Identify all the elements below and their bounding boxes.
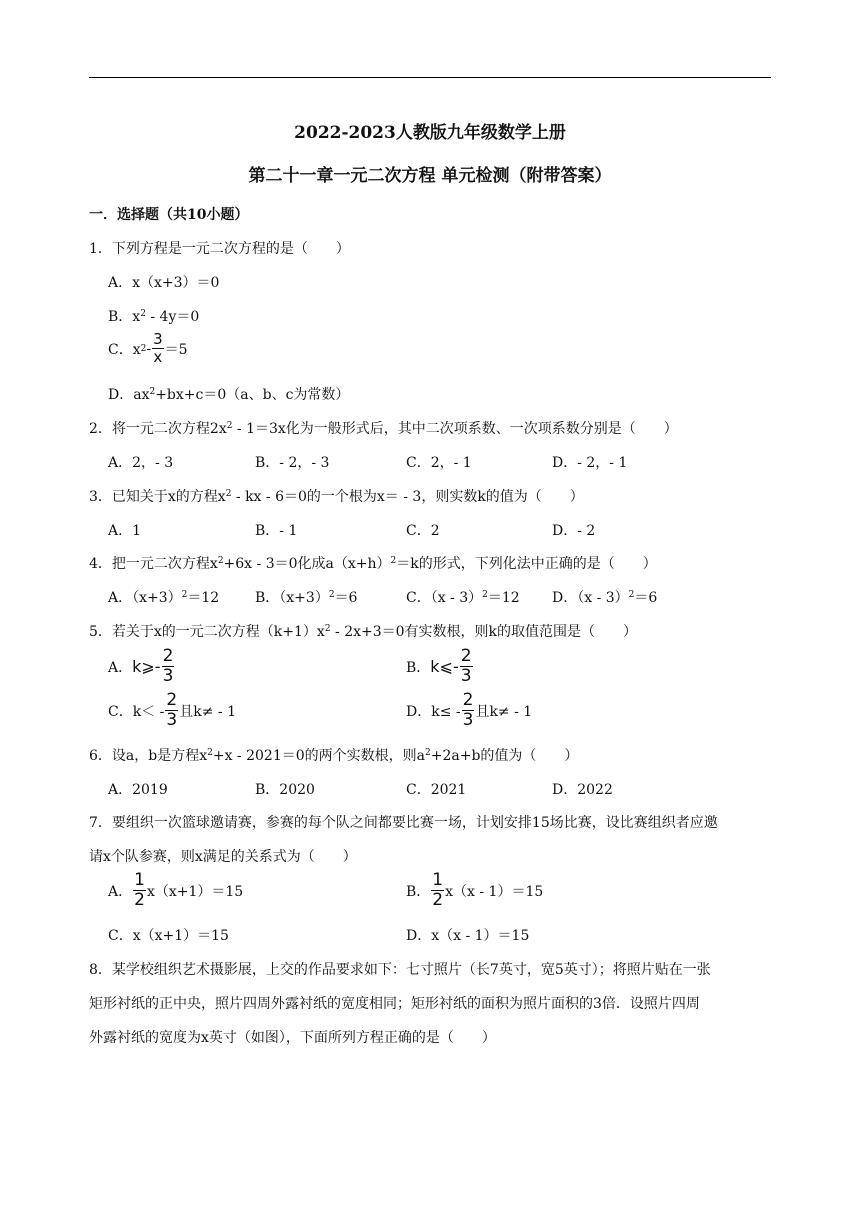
q6-option-c: C．2021 (406, 782, 467, 798)
q7-stem-line-2: 请x个队参赛，则x满足的关系式为（ ） (89, 849, 357, 865)
q7-option-d: D．x（x - 1）＝15 (406, 928, 530, 944)
q4-stem: 4．把一元二次方程$x^2+6x - 3=0$化成$a(x+h)^2=k$的形式，下列化法中正确的是（ ） (89, 556, 657, 572)
q7-option-b: B． $\frac{1}{2}$ x（x - 1）＝15 (406, 870, 544, 910)
title-line-1: 2022-2023人教版九年级数学上册 (294, 123, 566, 143)
fraction: $\frac{2}{3}$ (462, 690, 474, 730)
q1-option-a: A．x（x+3）＝0 (108, 275, 220, 291)
q2-option-a: A．2，- 3 (108, 455, 174, 471)
fraction: $\frac{1}{2}$ (134, 870, 145, 910)
q2-option-b: B．- 2，- 3 (255, 455, 330, 471)
section-heading: 一．选择题（共10小题） (89, 207, 249, 223)
fraction: $\frac{2}{3}$ (166, 690, 178, 730)
q4-option-b: B．$(x+3)^2=6$ (255, 590, 358, 606)
q2-option-c: C．2，- 1 (406, 455, 472, 471)
q5-option-b: B． k⩽- $\frac{2}{3}$ (406, 646, 472, 686)
q3-option-b: B．- 1 (255, 523, 298, 539)
q5-option-a: A． k⩾- $\frac{2}{3}$ (108, 646, 174, 686)
q5-option-d: D．k≤ - $\frac{2}{3}$ 且k≠ - 1 (406, 690, 533, 730)
q8-stem-line-3: 外露衬纸的宽度为x英寸（如图），下面所列方程正确的是（ ） (89, 1030, 496, 1046)
q6-stem: 6．设a，b是方程$x^2+x - 2021=0$的两个实数根，则$a^2+2a+b$的值为（ ） (89, 748, 579, 764)
q7-stem-line-1: 7．要组织一次篮球邀请赛，参赛的每个队之间都要比赛一场，计划安排15场比赛，设比赛组织者应邀 (89, 815, 718, 831)
q4-option-c: C．（x - 3）$^2$＝12 (406, 590, 520, 606)
fraction: $\frac{2}{3}$ (162, 646, 174, 686)
q4-option-d: D．（x - 3）$^2$＝6 (552, 590, 658, 606)
q6-option-d: D．2022 (552, 782, 613, 798)
q3-option-c: C．2 (406, 523, 440, 539)
q7-option-a: A． $\frac{1}{2}$ x（x+1）＝15 (108, 870, 244, 910)
fraction: $\frac{3}{x}$ (153, 330, 163, 366)
title-line-2: 第二十一章一元二次方程 单元检测（附带答案） (248, 166, 612, 186)
q1-option-b: B．$x^2 - 4y=0$ (108, 309, 200, 325)
q4-option-a: A．$(x+3)^2=12$ (108, 590, 220, 606)
header-rule (89, 77, 771, 78)
q3-stem: 3．已知关于x的方程$x^2$ - kx - 6＝0的一个根为x＝ - 3，则实数k的值为（ ） (89, 489, 584, 505)
fraction: $\frac{2}{3}$ (460, 646, 472, 686)
q2-option-d: D．- 2，- 1 (552, 455, 628, 471)
q8-stem-line-1: 8．某学校组织艺术摄影展，上交的作品要求如下：七寸照片（长7英寸，宽5英寸）；将照片贴在一张 (89, 962, 711, 978)
q3-option-d: D．- 2 (552, 523, 596, 539)
q8-stem-line-2: 矩形衬纸的正中央，照片四周外露衬纸的宽度相同；矩形衬纸的面积为照片面积的3倍．设照片四周 (89, 996, 700, 1012)
q5-option-c: C．k＜ - $\frac{2}{3}$ 且k≠ - 1 (108, 690, 236, 730)
fraction: $\frac{1}{2}$ (432, 870, 444, 910)
q1-option-c: C．x 2 - $\frac{3}{x}$ ＝5 (108, 330, 188, 366)
q2-stem: 2．将一元二次方程$2x^2 - 1=3x$化为一般形式后，其中二次项系数、一次项系数分别是（ ） (89, 421, 678, 437)
q3-option-a: A．1 (108, 523, 142, 539)
q6-option-b: B．2020 (255, 782, 315, 798)
q6-option-a: A．2019 (108, 782, 168, 798)
q7-option-c: C．x（x+1）＝15 (108, 928, 229, 944)
q1-option-d: D．$ax^2+bx+c=0(a$、b、c为常数） (108, 387, 350, 403)
q1-stem: 1．下列方程是一元二次方程的是（ ） (89, 241, 350, 257)
q5-stem: 5．若关于x的一元二次方程$(k+1)x^2 - 2x+3=0$有实数根，则k的取值范围是（ ） (89, 624, 638, 640)
